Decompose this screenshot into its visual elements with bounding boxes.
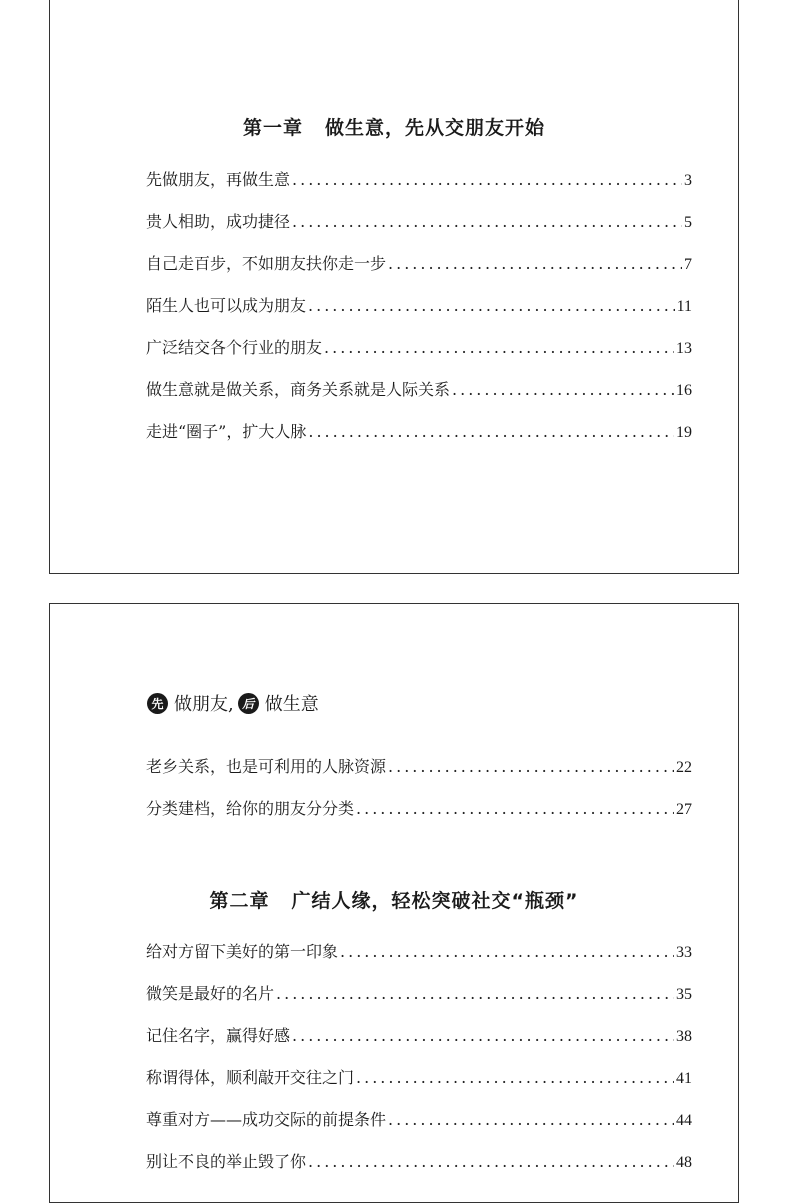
chapter-number: 第二章 xyxy=(209,890,270,912)
toc-entry-title: 给对方留下美好的第一印象 xyxy=(146,942,339,961)
toc-entry[interactable] xyxy=(146,377,692,419)
toc-entry-page: 16 xyxy=(676,382,692,399)
toc-entry-title: 自己走百步，不如朋友扶你走一步 xyxy=(146,254,387,273)
toc-entry-title: 称谓得体，顺利敲开交往之门 xyxy=(146,1068,355,1087)
toc-entry-page: 27 xyxy=(676,801,692,818)
dot-leader xyxy=(292,212,682,231)
toc-entry[interactable] xyxy=(146,167,692,209)
dot-leader xyxy=(388,254,682,273)
section-heading xyxy=(147,690,319,716)
after-badge-icon: 后 xyxy=(238,693,259,714)
toc-entry-title: 广泛结交各个行业的朋友 xyxy=(146,338,323,357)
first-badge-icon: 先 xyxy=(147,693,168,714)
section-toc xyxy=(146,754,692,838)
chapter-2-toc xyxy=(146,939,692,1191)
chapter-1-heading xyxy=(50,113,738,140)
toc-entry[interactable] xyxy=(146,1023,692,1065)
toc-entry-title: 老乡关系，也是可利用的人脉资源 xyxy=(146,757,387,776)
toc-entry-page: 19 xyxy=(676,424,692,441)
chapter-title: 做生意，先从交朋友开始 xyxy=(325,117,546,139)
dot-leader xyxy=(308,1152,674,1171)
toc-entry[interactable] xyxy=(146,209,692,251)
dot-leader xyxy=(340,942,674,961)
toc-entry-title: 先做朋友，再做生意 xyxy=(146,170,291,189)
dot-leader xyxy=(356,799,674,818)
toc-entry-page: 13 xyxy=(676,340,692,357)
toc-page-2 xyxy=(49,603,739,1203)
toc-entry[interactable] xyxy=(146,335,692,377)
toc-entry-title: 分类建档，给你的朋友分分类 xyxy=(146,799,355,818)
toc-entry-page: 11 xyxy=(676,298,692,315)
dot-leader xyxy=(356,1068,674,1087)
toc-entry-page: 5 xyxy=(684,214,692,231)
toc-page-1 xyxy=(49,0,739,574)
toc-entry-page: 7 xyxy=(684,256,692,273)
chapter-2-heading xyxy=(50,886,738,913)
toc-entry-title: 贵人相助，成功捷径 xyxy=(146,212,291,231)
dot-leader xyxy=(276,984,674,1003)
toc-entry-page: 33 xyxy=(676,944,692,961)
toc-entry[interactable] xyxy=(146,796,692,838)
toc-entry-page: 35 xyxy=(676,986,692,1003)
dot-leader xyxy=(388,757,674,776)
section-heading-part2: 做生意 xyxy=(264,694,319,715)
toc-entry-page: 38 xyxy=(676,1028,692,1045)
toc-entry-title: 做生意就是做关系，商务关系就是人际关系 xyxy=(146,380,451,399)
dot-leader xyxy=(388,1110,674,1129)
chapter-1-toc xyxy=(146,167,692,461)
toc-entry[interactable] xyxy=(146,1149,692,1191)
toc-entry[interactable] xyxy=(146,293,692,335)
toc-entry[interactable] xyxy=(146,419,692,461)
toc-entry-page: 3 xyxy=(684,172,692,189)
dot-leader xyxy=(452,380,674,399)
dot-leader xyxy=(324,338,674,357)
toc-entry[interactable] xyxy=(146,981,692,1023)
toc-entry-title: 走进“圈子”，扩大人脉 xyxy=(146,422,307,441)
toc-entry[interactable] xyxy=(146,1107,692,1149)
dot-leader xyxy=(292,170,682,189)
toc-entry[interactable] xyxy=(146,251,692,293)
chapter-title: 广结人缘，轻松突破社交“瓶颈” xyxy=(291,890,579,912)
toc-entry-title: 记住名字，赢得好感 xyxy=(146,1026,291,1045)
toc-entry-title: 陌生人也可以成为朋友 xyxy=(146,296,307,315)
dot-leader xyxy=(308,422,674,441)
toc-entry-page: 41 xyxy=(676,1070,692,1087)
toc-entry-title: 别让不良的举止毁了你 xyxy=(146,1152,307,1171)
toc-entry-page: 22 xyxy=(676,759,692,776)
toc-entry-page: 48 xyxy=(676,1154,692,1171)
dot-leader xyxy=(308,296,675,315)
dot-leader xyxy=(292,1026,674,1045)
toc-entry-title: 微笑是最好的名片 xyxy=(146,984,275,1003)
toc-entry[interactable] xyxy=(146,1065,692,1107)
toc-entry-page: 44 xyxy=(676,1112,692,1129)
section-heading-part1: 做朋友, xyxy=(174,694,234,715)
chapter-number: 第一章 xyxy=(242,117,303,139)
toc-entry[interactable] xyxy=(146,754,692,796)
toc-entry-title: 尊重对方——成功交际的前提条件 xyxy=(146,1110,387,1129)
toc-entry[interactable] xyxy=(146,939,692,981)
